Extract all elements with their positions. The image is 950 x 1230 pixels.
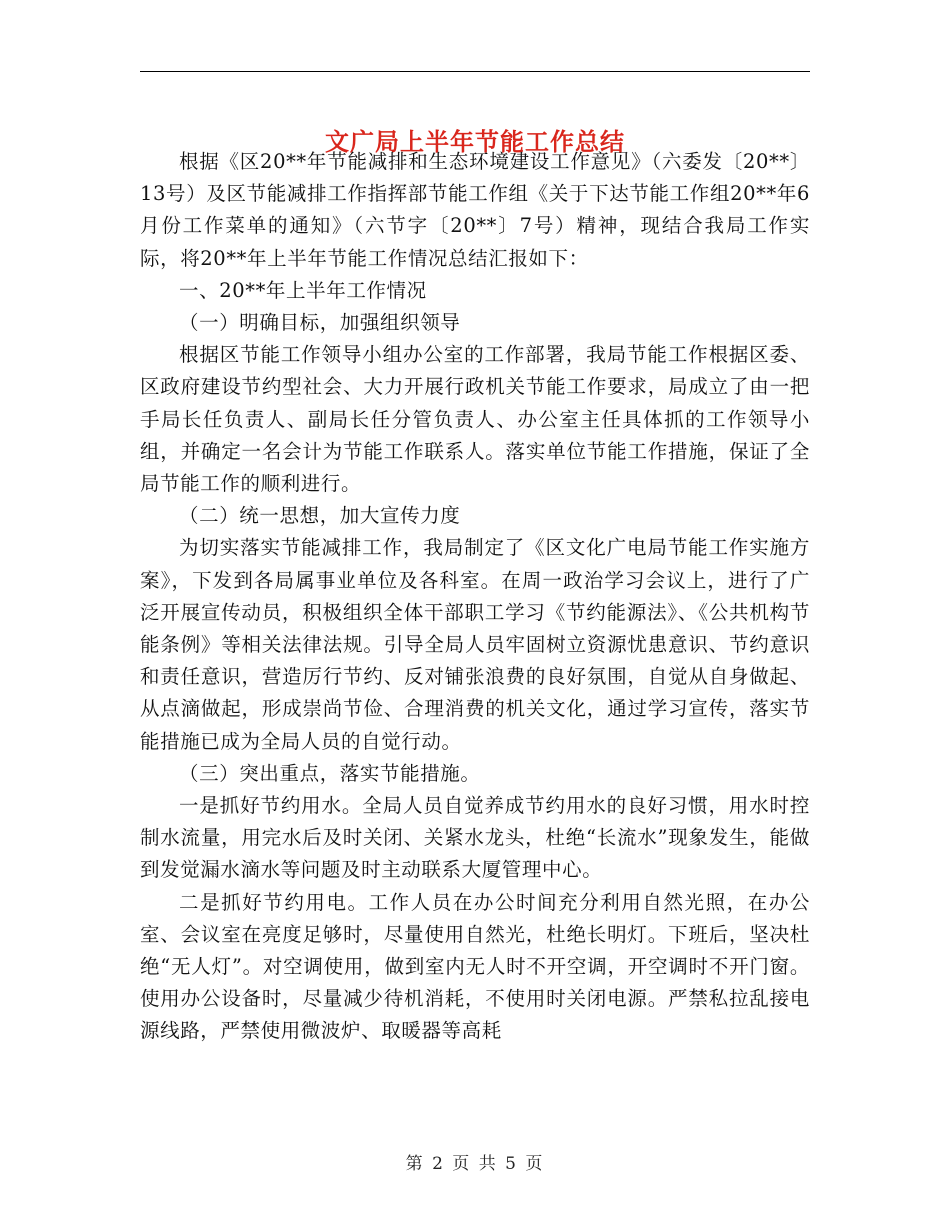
document-body (140, 146, 810, 1048)
subsection-heading-3: （三）突出重点，落实节能措施。 (179, 761, 481, 785)
paragraph-organization: 根据区节能工作领导小组办公室的工作部署，我局节能工作根据区委、区政府建设节约型社会、大力开展行政机关节能工作要求，局成立了由一把手局长任负责人、副局长任分管负责人、办公室主任具体抓的工作领导小组，并确定一名会计为节能工作联系人。落实单位节能工作措施，保证了全局节能工作的顺利进行。 (140, 343, 810, 496)
paragraph-publicity: 为切实落实节能减排工作，我局制定了《区文化广电局节能工作实施方案》，下发到各局属事业单位及各科室。在周一政治学习会议上，进行了广泛开展宣传动员，积极组织全体干部职工学习《节约能源法》、《公共机构节能条例》等相关法律法规。引导全局人员牢固树立资源忧患意识、节约意识和责任意识，营造厉行节约、反对铺张浪费的良好氛围，自觉从自身做起、从点滴做起，形成崇尚节俭、合理消费的机关文化，通过学习宣传，落实节能措施已成为全局人员的自觉行动。 (140, 536, 810, 753)
paragraph-water-saving: 一是抓好节约用水。全局人员自觉养成节约用水的良好习惯，用水时控制水流量，用完水后及时关闭、关紧水龙头，杜绝“长流水”现象发生，能做到发觉漏水滴水等问题及时主动联系大厦管理中心。 (140, 794, 810, 882)
document-title: 文广局上半年节能工作总结 (325, 127, 625, 157)
paragraph-power-saving: 二是抓好节约用电。工作人员在办公时间充分利用自然光照，在办公室、会议室在亮度足够时，尽量使用自然光，杜绝长明灯。下班后，坚决杜绝“无人灯”。对空调使用，做到室内无人时不开空调，开空调时不开门窗。使用办公设备时，尽量减少待机消耗，不使用时关闭电源。严禁私拉乱接电源线路，严禁使用微波炉、取暖器等高耗 (140, 890, 810, 1043)
section-heading-1: 一、20**年上半年工作情况 (179, 278, 427, 302)
subsection-heading-1: （一）明确目标，加强组织领导 (179, 311, 461, 335)
subsection-heading-2: （二）统一思想，加大宣传力度 (179, 504, 461, 528)
page-number: 第 2 页 共 5 页 (405, 1154, 545, 1174)
header-rule (140, 71, 810, 72)
paragraph-intro: 根据《区20**年节能减排和生态环境建设工作意见》（六委发〔20**〕13号）及区节能减排工作指挥部节能工作组《关于下达节能工作组20**年6月份工作菜单的通知》（六节字〔20**〕7号）精神，现结合我局工作实际，将20**年上半年节能工作情况总结汇报如下： (140, 150, 810, 270)
